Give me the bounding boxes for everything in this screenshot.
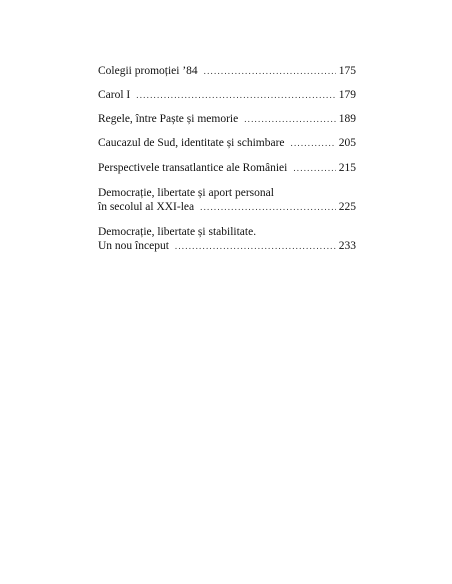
toc-entry-line <box>98 200 356 214</box>
toc-entry-page-number: 215 <box>338 162 356 174</box>
toc-entry <box>98 161 356 175</box>
toc-entry-title-first-line: Democrație, libertate și aport personal <box>98 187 274 199</box>
toc-entry <box>98 225 356 253</box>
toc-entry-line <box>98 161 356 175</box>
dot-leader <box>293 161 335 175</box>
toc-entry-title: în secolul al XXI-lea <box>98 201 195 213</box>
toc-entry-page-number: 225 <box>338 201 356 213</box>
dot-leader <box>136 88 335 102</box>
dot-leader <box>291 136 336 150</box>
toc-entry <box>98 88 356 102</box>
toc-entry-title: Colegii promoției ’84 <box>98 65 198 77</box>
toc-entry-line <box>98 64 356 78</box>
toc-entry-line <box>98 112 356 126</box>
dot-leader <box>204 64 336 78</box>
toc-entry <box>98 136 356 150</box>
toc-entry-title: Regele, între Paște și memorie <box>98 113 239 125</box>
toc-entry <box>98 64 356 78</box>
toc-entry <box>98 112 356 126</box>
dot-leader <box>175 239 336 253</box>
toc-entry-page-number: 189 <box>338 113 356 125</box>
toc-entry-line <box>98 239 356 253</box>
dot-leader <box>200 200 336 214</box>
toc-entry-page-number: 205 <box>338 137 356 149</box>
toc-entry-title: Un nou început <box>98 240 169 252</box>
toc-entry-title-first-line: Democrație, libertate și stabilitate. <box>98 226 257 238</box>
toc-entry-line <box>98 136 356 150</box>
toc-entry-line <box>98 88 356 102</box>
dot-leader <box>244 112 336 126</box>
toc-entry-title: Perspectivele transatlantice ale României <box>98 162 288 174</box>
toc-entry-title: Carol I <box>98 89 131 101</box>
toc-entry-title: Caucazul de Sud, identitate și schimbare <box>98 137 285 149</box>
toc-entry-page-number: 175 <box>338 65 356 77</box>
toc-entry <box>98 186 356 214</box>
toc-entry-page-number: 233 <box>338 240 356 252</box>
toc-entry-page-number: 179 <box>338 89 356 101</box>
table-of-contents <box>98 64 356 263</box>
